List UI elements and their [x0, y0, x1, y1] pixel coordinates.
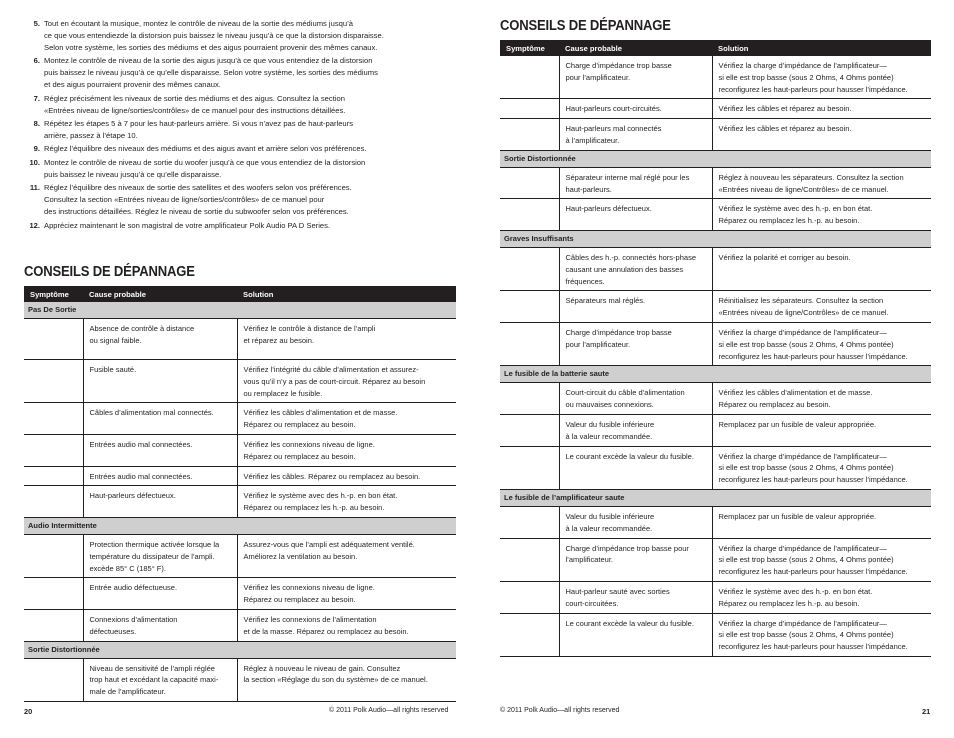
symptom-cell [500, 613, 559, 656]
cause-text-line: fréquences. [565, 276, 605, 286]
symptom-cell [500, 383, 559, 415]
step-item [29, 182, 449, 218]
table-row [500, 167, 931, 199]
solution-cell [712, 414, 931, 446]
solution-cell [237, 319, 456, 360]
solution-text-line: Vérifiez le contrôle à distance de l’ampli [243, 324, 376, 333]
solution-text-line: Vérifiez les connexions niveau de ligne. [243, 439, 375, 449]
solution-text-line: Vérifiez la charge d’impédance de l’amplificateur— [718, 451, 887, 461]
step-item [29, 157, 449, 181]
table-row [24, 434, 456, 466]
solution-cell [237, 658, 456, 701]
cause-text-line: Haut-parleurs défectueux. [89, 491, 176, 501]
step-text-line: Répétez les étapes 5 à 7 pour les haut-parleurs arrière. Si vous n’avez pas de haut-parleurs [44, 119, 353, 129]
left-section-title: CONSEILS DE DÉPANNAGE [24, 264, 195, 280]
cause-cell [83, 403, 237, 435]
cause-text-line: Fusible sauté. [89, 365, 137, 374]
step-number: 7. [33, 93, 40, 103]
cause-text-line: Charge d’impédance trop basse [565, 327, 672, 337]
solution-text-line: Vérifiez la charge d’impédance de l’amplificateur— [718, 327, 887, 337]
solution-text-line: vous qu’il n’y a pas de court-circuit. Réparez au besoin [243, 376, 426, 386]
setup-steps-list [29, 18, 449, 233]
step-text-line: Appréciez maintenant le son magistral de votre amplificateur Polk Audio PA D Series. [44, 220, 331, 230]
table-row [500, 322, 931, 365]
symptom-cell [500, 506, 559, 538]
symptom-cell [500, 538, 559, 581]
cause-text-line: à l’amplificateur. [565, 135, 620, 145]
solution-cell [237, 360, 456, 403]
cause-cell [559, 506, 712, 538]
table-row [500, 538, 931, 581]
solution-text-line: la section «Réglage du son du système» de ce manuel. [243, 675, 428, 685]
table-row [24, 403, 456, 435]
right-section-title: CONSEILS DE DÉPANNAGE [500, 18, 671, 34]
table-row [500, 446, 931, 489]
cause-cell [559, 56, 712, 99]
cause-text-line: court-circuitées. [565, 598, 619, 608]
table-row [500, 199, 931, 231]
step-item [29, 55, 449, 91]
cause-cell [559, 247, 712, 290]
cause-cell [559, 383, 712, 415]
cause-text-line: Câbles des h.-p. connectés hors-phase [565, 252, 696, 262]
cause-cell [83, 534, 237, 577]
cause-text-line: Le courant excède la valeur du fusible. [565, 451, 694, 461]
solution-text-line: reconfigurez les haut-parleurs pour hausser l’impédance. [718, 475, 908, 485]
cause-text-line: Protection thermique activée lorsque la [89, 539, 220, 549]
step-text-line: puis baissez le niveau jusqu’à ce qu’elle disparaisse. Selon votre système, les sorties des médiums [44, 68, 378, 78]
symptom-cell [24, 403, 83, 435]
header-solution: Solution [712, 40, 931, 56]
table-row [24, 658, 456, 701]
cause-cell [83, 434, 237, 466]
solution-text-line: «Entrées niveau de ligne/Contrôles» de ce manuel. [718, 308, 889, 318]
step-number: 6. [33, 56, 40, 66]
cause-text-line: excède 85° C (185° F). [89, 563, 166, 573]
table-row [24, 466, 456, 486]
section-row [500, 366, 931, 383]
solution-text-line: et de la masse. Réparez ou remplacez au besoin. [243, 626, 409, 636]
cause-text-line: trop haut et excédant la capacité maxi- [89, 675, 219, 685]
solution-text-line: Réparez ou remplacez les h.-p. au besoin. [718, 598, 860, 608]
cause-text-line: à la valeur recommandée. [565, 523, 653, 533]
cause-text-line: Haut-parleurs défectueux. [565, 204, 652, 214]
solution-text-line: Vérifiez les câbles et réparez au besoin. [718, 124, 852, 134]
cause-cell [559, 581, 712, 613]
step-number: 8. [33, 119, 40, 129]
step-number: 9. [33, 144, 40, 154]
step-text-line: Réglez l’équilibre des niveaux de sortie des satellites et des woofers selon vos préférences. [44, 183, 352, 193]
section-label: Sortie Distortionnée [24, 641, 456, 658]
section-row [24, 641, 456, 658]
step-text-line: et des aigus pourraient provenir des mêmes canaux. [44, 80, 221, 90]
symptom-cell [500, 119, 559, 151]
symptom-cell [500, 414, 559, 446]
step-text-line: Montez le contrôle de niveau de la sortie des aigus jusqu’à ce que vous entendiez de la distorsion [44, 56, 373, 66]
cause-cell [83, 360, 237, 403]
solution-text-line: Réparez ou remplacez les h.-p. au besoin. [718, 216, 860, 226]
solution-text-line: Vérifiez l’intégrité du câble d’alimentation et assurez- [243, 365, 419, 374]
cause-cell [559, 613, 712, 656]
solution-cell [712, 538, 931, 581]
copyright-left: © 2011 Polk Audio—all rights reserved [329, 707, 449, 714]
symptom-cell [500, 56, 559, 99]
table-row [24, 609, 456, 641]
step-text-line: Consultez la section «Entrées niveau de ligne/sorties/contrôles» de ce manuel pour [44, 195, 325, 205]
table-row [24, 486, 456, 518]
solution-text-line: si elle est trop basse (sous 2 Ohms, 4 Ohms pontée) [718, 72, 894, 82]
solution-cell [712, 167, 931, 199]
header-cause: Cause probable [83, 286, 237, 302]
step-number: 10. [29, 157, 40, 167]
copyright-right: © 2011 Polk Audio—all rights reserved [500, 707, 620, 714]
step-number: 11. [29, 183, 40, 193]
section-label: Le fusible de la batterie saute [500, 366, 931, 383]
page-number-left: 20 [24, 707, 33, 716]
solution-cell [237, 434, 456, 466]
cause-cell [559, 167, 712, 199]
step-number: 5. [33, 19, 40, 28]
solution-cell [712, 247, 931, 290]
table-row [500, 506, 931, 538]
solution-text-line: Vérifiez le système avec des h.-p. en bon état. [718, 586, 873, 596]
table-row [24, 578, 456, 610]
header-symptom: Symptôme [500, 40, 559, 56]
solution-cell [237, 534, 456, 577]
solution-text-line: si elle est trop basse (sous 2 Ohms, 4 Ohms pontée) [718, 630, 894, 640]
cause-cell [559, 446, 712, 489]
section-label: Pas De Sortie [24, 302, 456, 319]
header-solution: Solution [237, 286, 456, 302]
solution-cell [712, 506, 931, 538]
solution-text-line: reconfigurez les haut-parleurs pour hausser l’impédance. [718, 84, 908, 94]
solution-text-line: Réparez ou remplacez au besoin. [243, 451, 356, 461]
table-row [500, 613, 931, 656]
solution-text-line: Vérifiez le système avec des h.-p. en bon état. [243, 491, 398, 501]
cause-cell [559, 538, 712, 581]
table-row [500, 99, 931, 119]
symptom-cell [24, 319, 83, 360]
symptom-cell [500, 581, 559, 613]
solution-cell [712, 119, 931, 151]
symptom-cell [500, 322, 559, 365]
solution-cell [712, 613, 931, 656]
solution-text-line: Vérifiez la polarité et corriger au besoin. [718, 252, 851, 262]
symptom-cell [24, 658, 83, 701]
step-item [29, 93, 449, 117]
cause-cell [83, 578, 237, 610]
table-row [500, 414, 931, 446]
cause-text-line: Haut-parleur sauté avec sorties [565, 586, 670, 596]
symptom-cell [24, 466, 83, 486]
cause-cell [559, 291, 712, 323]
section-row [24, 517, 456, 534]
cause-text-line: Connexions d’alimentation [89, 614, 178, 624]
cause-text-line: à la valeur recommandée. [565, 431, 653, 441]
solution-text-line: Remplacez par un fusible de valeur appropriée. [718, 419, 877, 429]
solution-text-line: Vérifiez le système avec des h.-p. en bon état. [718, 204, 873, 214]
symptom-cell [500, 291, 559, 323]
symptom-cell [500, 199, 559, 231]
table-header-row [24, 286, 456, 302]
solution-cell [712, 99, 931, 119]
cause-text-line: Entrée audio défectueuse. [89, 583, 178, 593]
symptom-cell [24, 578, 83, 610]
step-item [29, 220, 449, 232]
cause-text-line: Haut-parleurs mal connectés [565, 124, 662, 134]
step-text-line: Réglez l’équilibre des niveaux des médiums et des aigus avant et arrière selon vos préférences. [44, 144, 367, 154]
solution-text-line: Vérifiez la charge d’impédance de l’amplificateur— [718, 618, 887, 628]
step-text-line: ce que vous entendiezde la distorsion puis baissez le niveau jusqu’à ce que la distorsion disparaisse. [44, 30, 384, 40]
solution-text-line: Remplacez par un fusible de valeur appropriée. [718, 511, 877, 521]
solution-text-line: reconfigurez les haut-parleurs pour hausser l’impédance. [718, 567, 908, 577]
section-row [500, 489, 931, 506]
cause-text-line: Séparateur interne mal réglé pour les [565, 172, 690, 182]
solution-text-line: Réinitialisez les séparateurs. Consultez la section [718, 296, 884, 306]
cause-text-line: Haut-parleurs court-circuités. [565, 104, 662, 114]
table-row [500, 581, 931, 613]
section-row [500, 230, 931, 247]
solution-text-line: Assurez-vous que l’ampli est adéquatement ventilé. [243, 539, 415, 549]
solution-text-line: et réparez au besoin. [243, 335, 314, 345]
solution-cell [712, 291, 931, 323]
step-item [29, 18, 449, 54]
cause-cell [83, 486, 237, 518]
step-item [29, 118, 449, 142]
solution-text-line: Vérifiez les connexions de l’alimentation [243, 614, 377, 624]
step-text-line: «Entrées niveau de ligne/sorties/contrôles» de ce manuel pour des instructions détaillées. [44, 105, 346, 115]
table-row [24, 534, 456, 577]
table-header-row [500, 40, 931, 56]
solution-text-line: reconfigurez les haut-parleurs pour hausser l’impédance. [718, 642, 908, 652]
section-label: Graves Insuffisants [500, 230, 931, 247]
symptom-cell [24, 609, 83, 641]
step-item [29, 143, 449, 155]
step-number: 12. [29, 220, 40, 230]
solution-cell [712, 383, 931, 415]
symptom-cell [24, 486, 83, 518]
solution-text-line: Vérifiez les câbles et réparez au besoin. [718, 104, 852, 114]
header-symptom: Symptôme [24, 286, 83, 302]
table-row [500, 119, 931, 151]
cause-text-line: Entrées audio mal connectées. [89, 439, 193, 449]
section-label: Le fusible de l’amplificateur saute [500, 489, 931, 506]
cause-text-line: Court-circuit du câble d’alimentation [565, 388, 685, 398]
solution-cell [237, 578, 456, 610]
section-label: Sortie Distortionnée [500, 150, 931, 167]
table-row [24, 360, 456, 403]
cause-text-line: ou mauvaises connexions. [565, 400, 654, 410]
cause-text-line: Charge d’impédance trop basse [565, 61, 672, 70]
cause-text-line: pour l’amplificateur. [565, 339, 631, 349]
troubleshooting-table-right [500, 40, 931, 657]
troubleshooting-table-left [24, 286, 456, 702]
solution-text-line: Réparez ou remplacez au besoin. [243, 595, 356, 605]
cause-text-line: male de l’amplificateur. [89, 687, 166, 697]
solution-text-line: reconfigurez les haut-parleurs pour hausser l’impédance. [718, 351, 908, 361]
solution-cell [712, 322, 931, 365]
solution-text-line: si elle est trop basse (sous 2 Ohms, 4 Ohms pontée) [718, 339, 894, 349]
cause-cell [559, 119, 712, 151]
cause-text-line: Le courant excède la valeur du fusible. [565, 618, 694, 628]
step-text-line: puis baissez le niveau jusqu’à ce qu’elle disparaisse. [44, 169, 222, 179]
table-row [24, 319, 456, 360]
solution-text-line: «Entrées niveau de ligne/Contrôles» de ce manuel. [718, 184, 889, 194]
cause-cell [83, 319, 237, 360]
solution-text-line: Réglez à nouveau le niveau de gain. Consultez [243, 663, 401, 673]
solution-text-line: Vérifiez les connexions niveau de ligne. [243, 583, 375, 593]
cause-text-line: ou signal faible. [89, 335, 142, 345]
solution-cell [237, 403, 456, 435]
cause-text-line: Valeur du fusible inférieure [565, 419, 655, 429]
symptom-cell [24, 434, 83, 466]
solution-text-line: Améliorez la ventilation au besoin. [243, 551, 358, 561]
step-text-line: des instructions détaillées. Réglez le niveau de sortie du subwoofer selon vos préférences. [44, 207, 349, 217]
cause-cell [559, 414, 712, 446]
solution-text-line: Vérifiez les câbles d’alimentation et de masse. [718, 388, 873, 398]
solution-text-line: si elle est trop basse (sous 2 Ohms, 4 Ohms pontée) [718, 463, 894, 473]
symptom-cell [500, 247, 559, 290]
solution-cell [712, 56, 931, 99]
solution-text-line: Réparez ou remplacez les h.-p. au besoin. [243, 503, 385, 513]
symptom-cell [500, 99, 559, 119]
cause-text-line: l’amplificateur. [565, 555, 614, 565]
solution-text-line: Vérifiez les câbles d’alimentation et de masse. [243, 408, 398, 418]
solution-text-line: ou remplacez le fusible. [243, 388, 323, 398]
solution-cell [712, 581, 931, 613]
header-cause: Cause probable [559, 40, 712, 56]
cause-text-line: causant une annulation des basses [565, 264, 684, 274]
solution-cell [712, 199, 931, 231]
table-row [500, 291, 931, 323]
symptom-cell [500, 446, 559, 489]
solution-text-line: Vérifiez la charge d’impédance de l’amplificateur— [718, 61, 887, 70]
step-text-line: Tout en écoutant la musique, montez le contrôle de niveau de la sortie des médiums jusqu’à [44, 19, 353, 28]
cause-text-line: Niveau de sensitivité de l’ampli réglée [89, 663, 215, 673]
solution-cell [712, 446, 931, 489]
section-row [500, 150, 931, 167]
solution-cell [237, 609, 456, 641]
cause-text-line: défectueuses. [89, 626, 137, 636]
cause-cell [83, 658, 237, 701]
symptom-cell [500, 167, 559, 199]
solution-text-line: Réparez ou remplacez au besoin. [718, 400, 831, 410]
page-number-right: 21 [922, 707, 931, 716]
symptom-cell [24, 360, 83, 403]
cause-cell [559, 199, 712, 231]
solution-text-line: Vérifiez les câbles. Réparez ou remplacez au besoin. [243, 471, 421, 481]
table-row [500, 56, 931, 99]
solution-text-line: Réglez à nouveau les séparateurs. Consultez la section [718, 172, 904, 182]
section-label: Audio Intermittente [24, 517, 456, 534]
symptom-cell [24, 534, 83, 577]
solution-text-line: Réparez ou remplacez au besoin. [243, 420, 356, 430]
step-text-line: Montez le contrôle de niveau de sortie du woofer jusqu’à ce que vous entendiez de la distorsion [44, 157, 366, 167]
cause-text-line: température du dissipateur de l’ampli. [89, 551, 215, 561]
table-row [500, 383, 931, 415]
step-text-line: Selon votre système, les sorties des médiums et des aigus pourraient provenir des mêmes canaux. [44, 42, 378, 52]
cause-text-line: Séparateurs mal réglés. [565, 296, 646, 306]
table-row [500, 247, 931, 290]
cause-text-line: Câbles d’alimentation mal connectés. [89, 408, 214, 418]
cause-cell [559, 99, 712, 119]
step-text-line: Réglez précisément les niveaux de sortie des médiums et des aigus. Consultez la section [44, 93, 345, 103]
cause-text-line: Entrées audio mal connectées. [89, 471, 193, 481]
step-text-line: arrière, passez à l’étape 10. [44, 130, 138, 140]
solution-text-line: si elle est trop basse (sous 2 Ohms, 4 Ohms pontée) [718, 555, 894, 565]
cause-text-line: Valeur du fusible inférieure [565, 511, 655, 521]
solution-cell [237, 466, 456, 486]
cause-text-line: Absence de contrôle à distance [89, 324, 195, 333]
cause-cell [559, 322, 712, 365]
cause-text-line: haut-parleurs. [565, 184, 612, 194]
cause-cell [83, 466, 237, 486]
cause-text-line: Charge d’impédance trop basse pour [565, 543, 689, 553]
cause-text-line: pour l’amplificateur. [565, 72, 631, 82]
cause-cell [83, 609, 237, 641]
section-row [24, 302, 456, 319]
solution-cell [237, 486, 456, 518]
solution-text-line: Vérifiez la charge d’impédance de l’amplificateur— [718, 543, 887, 553]
